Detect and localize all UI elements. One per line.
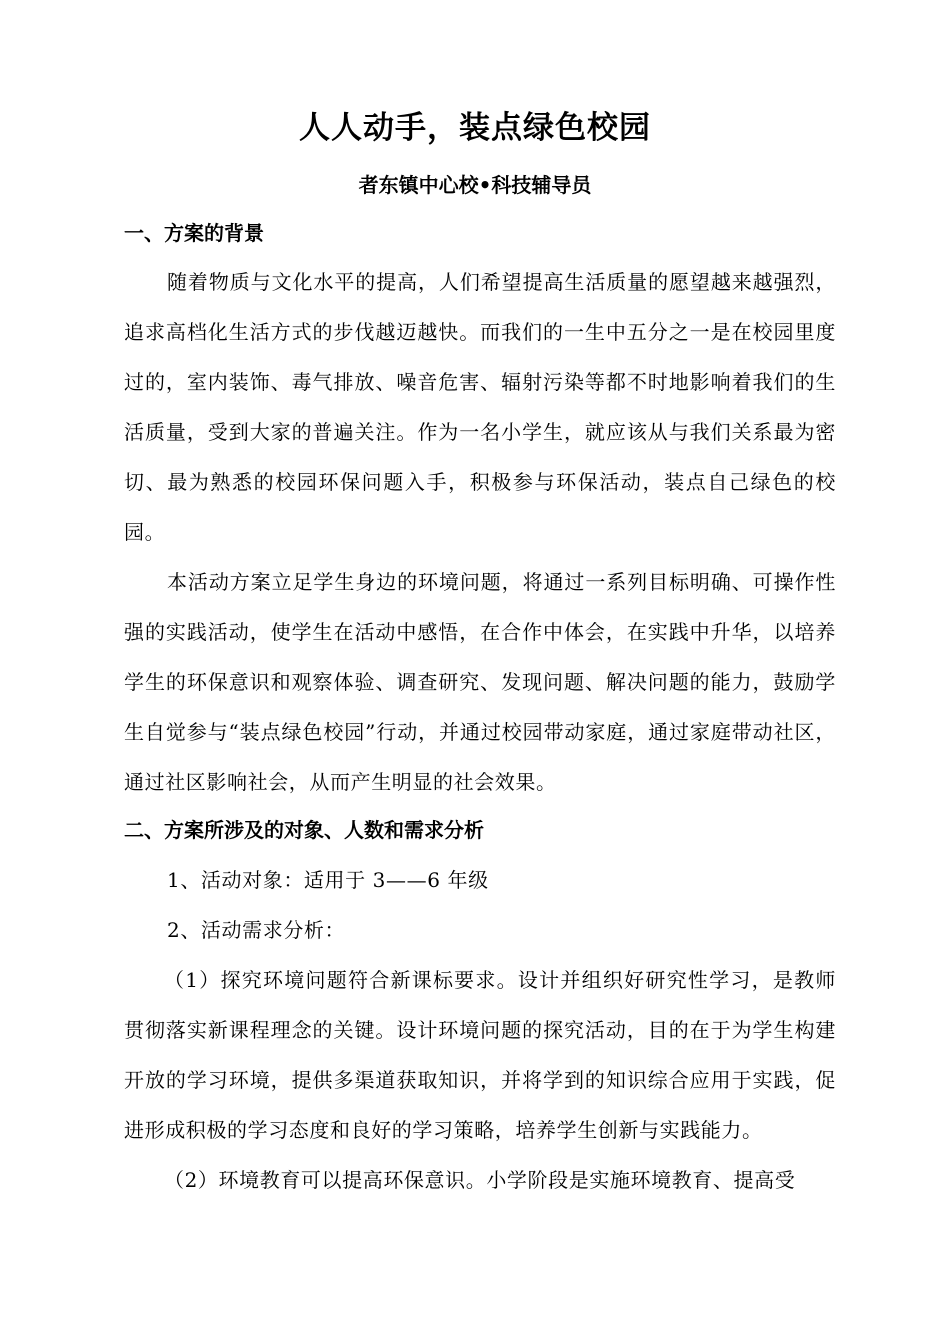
- paragraph-needs-1: （1）探究环境问题符合新课标要求。设计并组织好研究性学习，是教师贯彻落实新课程理念的关键。设计环境问题的探究活动，目的在于为学生构建开放的学习环境，提供多渠道获取知识，并将学到的知识综合应用于实践，促进形成积极的学习态度和良好的学习策略，培养学生创新与实践能力。: [124, 968, 836, 1142]
- section-heading-analysis: 二、方案所涉及的对象、人数和需求分析: [124, 818, 484, 842]
- paragraph-background-2: 本活动方案立足学生身边的环境问题，将通过一系列目标明确、可操作性强的实践活动，使学生在活动中感悟，在合作中体会，在实践中升华，以培养学生的环保意识和观察体验、调查研究、发现问题、解决问题的能力，鼓励学生自觉参与“装点绿色校园”行动，并通过校园带动家庭，通过家庭带动社区，通过社区影响社会，从而产生明显的社会效果。: [124, 570, 836, 794]
- paragraph-background-1: 随着物质与文化水平的提高，人们希望提高生活质量的愿望越来越强烈，追求高档化生活方式的步伐越迈越快。而我们的一生中五分之一是在校园里度过的，室内装饰、毒气排放、噪音危害、辐射污染等都不时地影响着我们的生活质量，受到大家的普遍关注。作为一名小学生，就应该从与我们关系最为密切、最为熟悉的校园环保问题入手，积极参与环保活动，装点自己绿色的校园。: [124, 270, 836, 544]
- paragraph-needs-2: （2）环境教育可以提高环保意识。小学阶段是实施环境教育、提高受: [164, 1168, 796, 1192]
- list-item-needs: 2、活动需求分析：: [167, 918, 346, 942]
- document-subtitle: 者东镇中心校•科技辅导员: [358, 173, 592, 197]
- list-item-target: 1、活动对象：适用于 3——6 年级: [167, 868, 489, 892]
- document-title: 人人动手，装点绿色校园: [299, 110, 651, 146]
- section-heading-background: 一、方案的背景: [124, 221, 264, 245]
